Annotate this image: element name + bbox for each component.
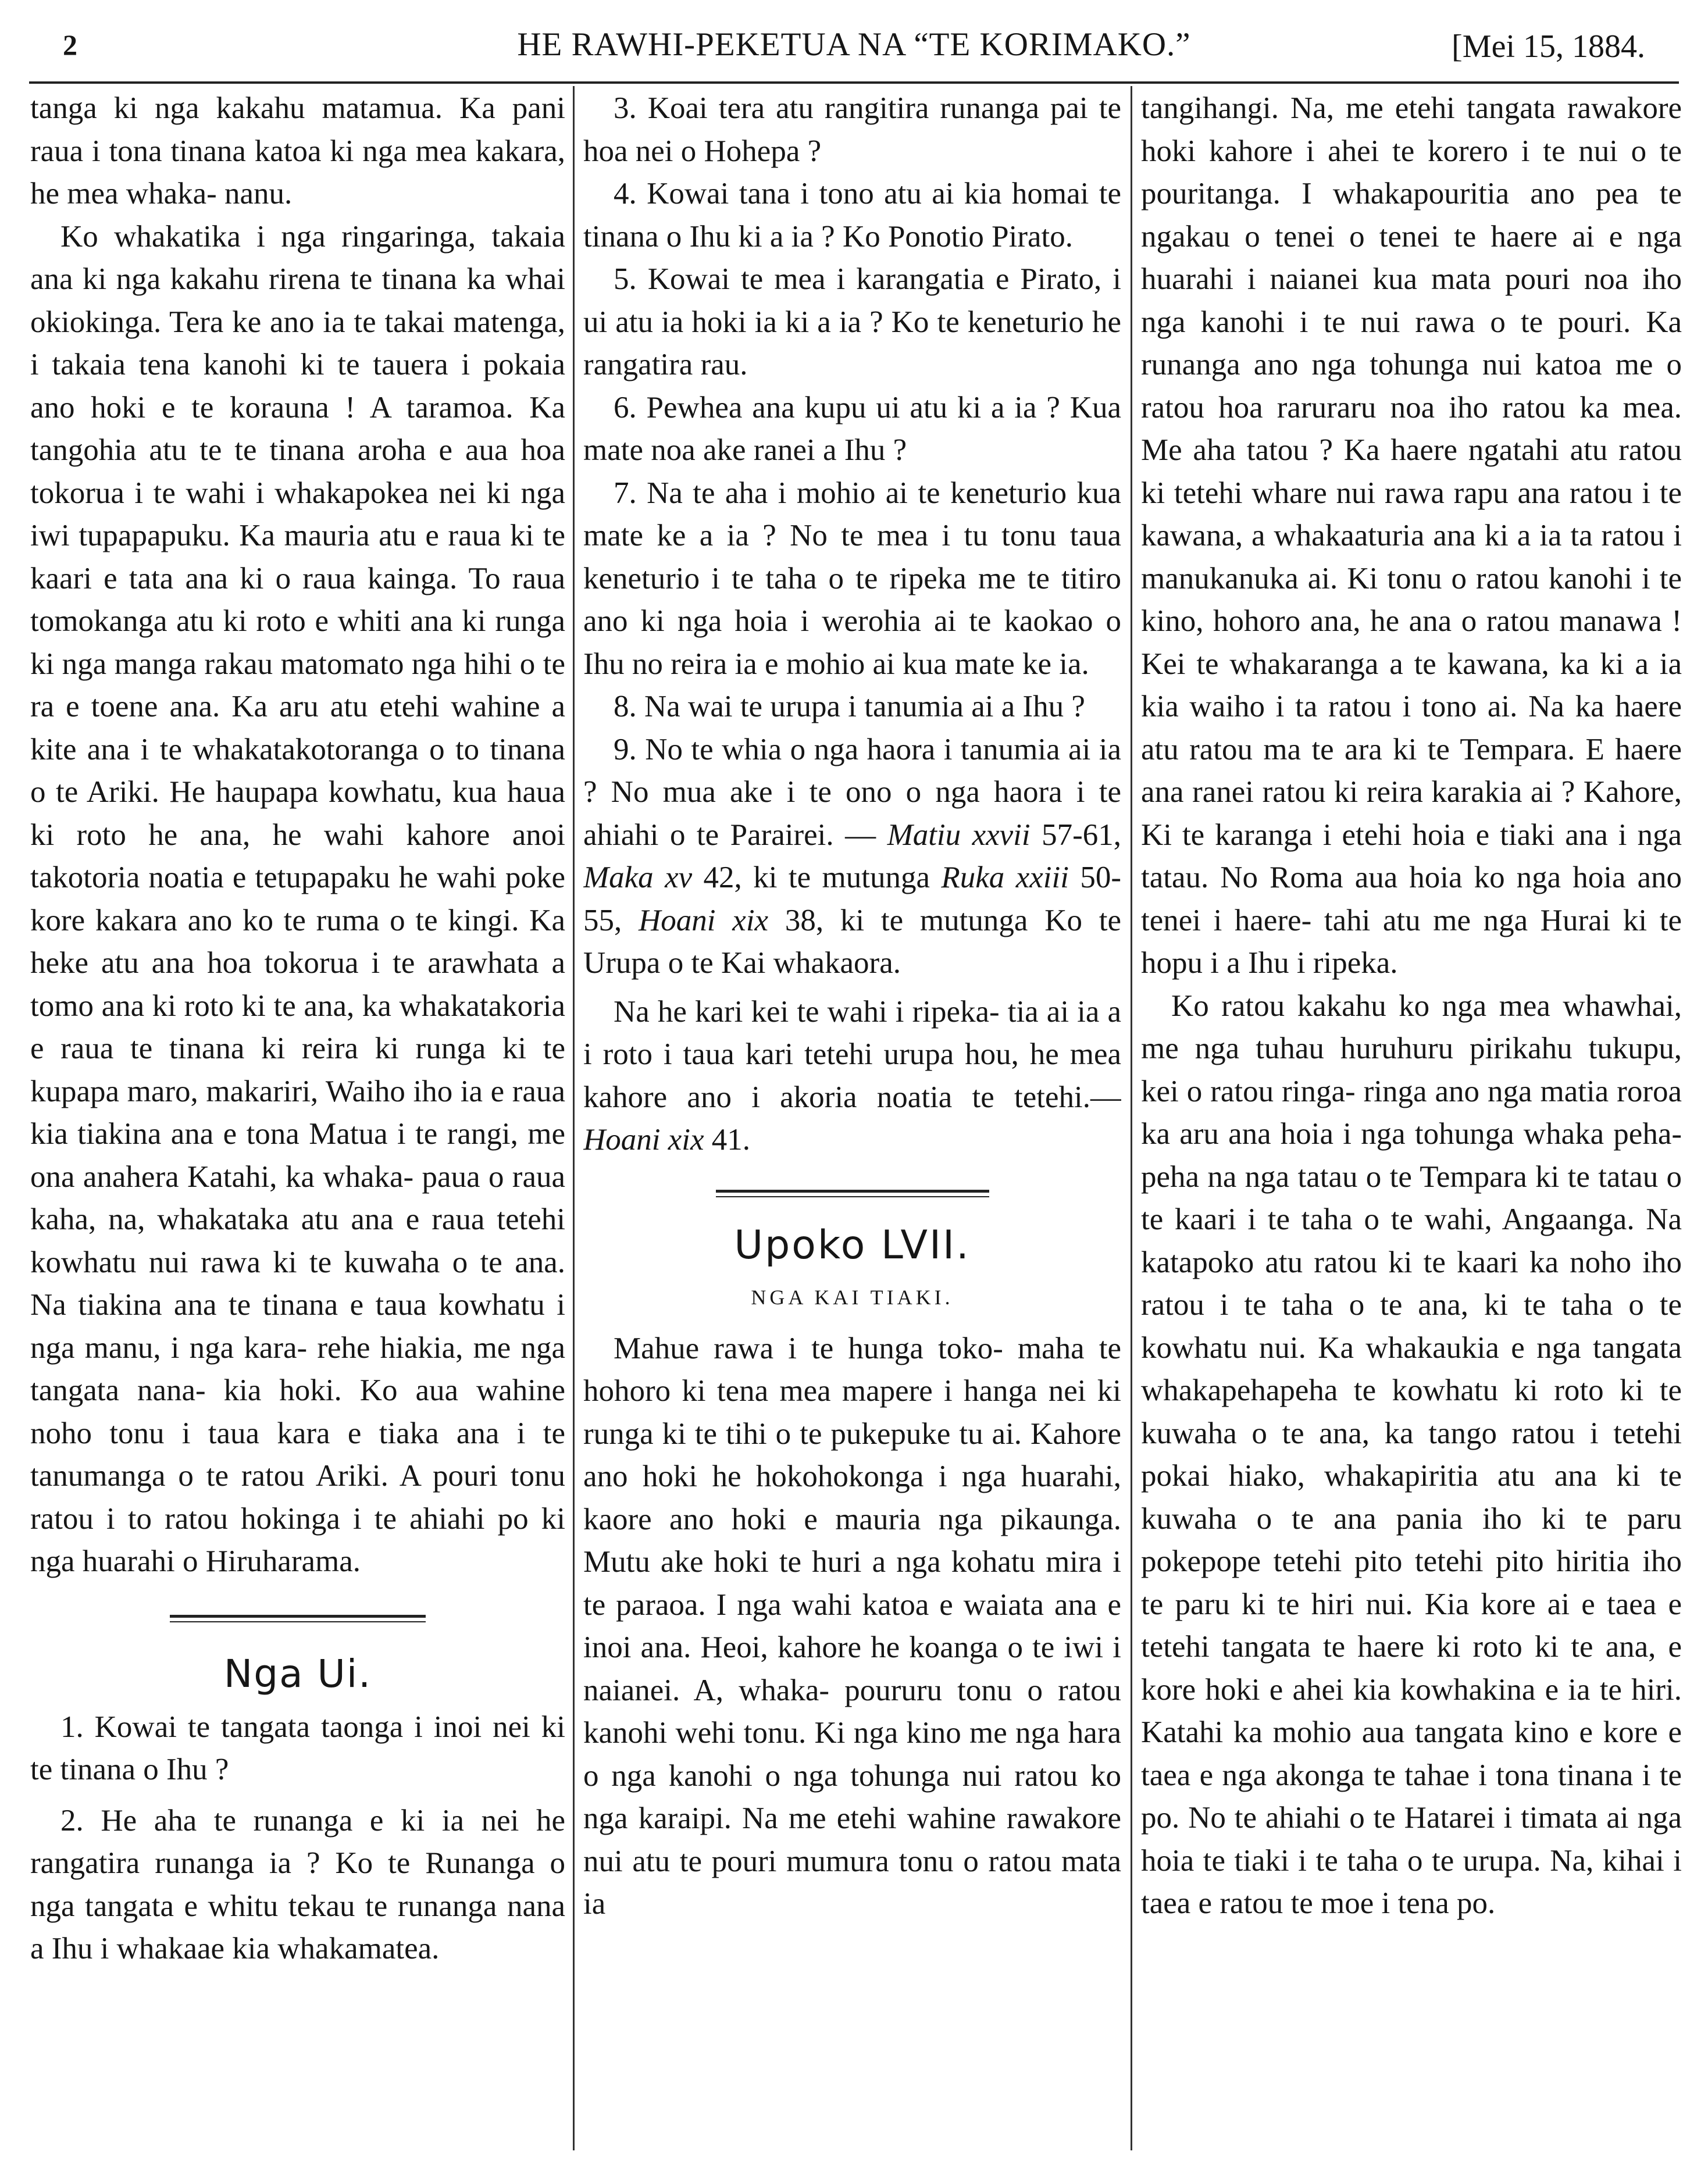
- question: 4. Kowai tana i tono atu ai kia homai te tinana o Ihu ki a ia ? Ko Ponotio Pirato.: [583, 177, 1121, 254]
- question-text: 9. No te whia o nga haora i tanumia ai ia ? No mua ake i te ono o nga haora i te ahiahi o te Parairei. —: [583, 732, 1121, 852]
- column-divider: [1131, 86, 1132, 2150]
- page-header: [28, 17, 1680, 81]
- column-divider: [573, 86, 575, 2150]
- reference-verses: 50-55,: [583, 861, 1121, 937]
- section-separator: [170, 1615, 426, 1622]
- scripture-reference: Hoani xix: [583, 1123, 704, 1157]
- question: 5. Kowai te mea i karangatia e Pirato, i ui atu ia hoki ia ki a ia ? Ko te keneturio he rangatira rau.: [583, 262, 1121, 381]
- issue-date: [Mei 15, 1884.: [1452, 28, 1645, 65]
- reference-verses: 57-61,: [1030, 818, 1121, 852]
- scripture-reference: Matiu xxvii: [887, 818, 1030, 852]
- reference-verses: 38, ki te mutunga Ko te Urupa o te Kai whakaora.: [583, 903, 1121, 980]
- column-3: [1141, 87, 1682, 2146]
- question: 1. Kowai te tangata taonga i inoi nei ki te tinana o Ihu ?: [30, 1710, 565, 1786]
- body-paragraph: tanga ki nga kakahu matamua. Ka pani raua i tona tinana katoa ki nga mea kakara, he mea whaka- nanu.: [30, 91, 565, 211]
- question: 3. Koai tera atu rangitira runanga pai te hoa nei o Hohepa ?: [583, 91, 1121, 168]
- scripture-reference: Maka xv: [583, 861, 693, 894]
- scripture-reference: Hoani xix: [639, 903, 769, 937]
- body-paragraph: Mahue rawa i te hunga toko- maha te hohoro ki tena mea mapere i hanga nei ki runga ki te tihi o te pukepuke tu ai. Kahore ano hoki he hokohokonga i nga huarahi, kaore ano hoki e mauria nga pikaunga. Mutu ake hoki te huri a nga kohatu mira i te paraoa. I nga wahi katoa e waiata ana e inoi ana. Heoi, kahore he koanga o te iwi i naianei. A, whaka- poururu tonu o ratou kanohi wehi tonu. Ki nga kino me nga hara o nga kanohi o nga tohunga nui ratou ko nga karaipi. Na me etehi wahine rawakore nui atu te pouri mumura tonu o ratou mata ia: [583, 1331, 1121, 1921]
- reference-verses: 41.: [704, 1123, 751, 1157]
- section-title: Nga Ui.: [223, 1651, 372, 1696]
- column-1: [30, 87, 565, 2146]
- scripture-reference: Ruka xxiii: [941, 861, 1069, 894]
- note-paragraph: [583, 991, 1121, 1162]
- question: 8. Na wai te urupa i tanumia ai a Ihu ?: [614, 690, 1085, 723]
- header-rule: [29, 81, 1679, 84]
- running-title: HE RAWHI-PEKETUA NA “TE KORIMAKO.”: [517, 26, 1191, 63]
- question-9: [583, 729, 1121, 985]
- question: 7. Na te aha i mohio ai te keneturio kua mate ke a ia ? No te mea i tu tonu taua keneturio i te taha o te ripeka me te titiro ano ki nga hoia i werohia ai te kaokao o Ihu no reira ia e mohio ai kua mate ke ia.: [583, 476, 1121, 681]
- column-2: [583, 87, 1121, 2146]
- body-paragraph: tangihangi. Na, me etehi tangata rawakore hoki kahore i ahei te korero i te nui o te pouritanga. I whakapouritia ano pea te ngakau o tenei o tenei te haere ai e nga huarahi i naianei kua mata pouri noa iho nga kanohi i te nui rawa o te pouri. Ka runanga ano nga tohunga nui katoa me o ratou hoa raruraru noa iho ratou ka mea. Me aha tatou ? Ka haere ngatahi atu ratou ki tetehi whare nui rawa rapu ana ratou i te kawana, a whakaaturia ana ki a ia ta ratou i manukanuka ai. Ki tonu o ratou kanohi i te kino, hohoro ana, he ana o ratou manawa ! Kei te whakaranga a te kawana, ka ki a ia kia waiho i ta ratou i tono ai. Na ka haere atu ratou ma te ara ki te Tempara. E haere ana ranei ratou ki reira karakia ai ? Kahore, Ki te karanga i etehi hoia e tiaki ana i nga tatau. No Roma aua hoia ko nga hoia ano tenei i haere- tahi atu me nga Hurai ki te hopu i a Ihu i ripeka.: [1141, 91, 1682, 980]
- section-separator: [716, 1190, 989, 1197]
- chapter-subtitle: NGA KAI TIAKI.: [751, 1285, 954, 1309]
- chapter-title: Upoko LVII.: [734, 1222, 971, 1268]
- reference-verses: 42, ki te mutunga: [692, 861, 942, 894]
- question: 6. Pewhea ana kupu ui atu ki a ia ? Kua mate noa ake ranei a Ihu ?: [583, 390, 1121, 467]
- body-paragraph: Ko ratou kakahu ko nga mea whawhai, me nga tuhau huruhuru pirikahu tukupu, kei o ratou ringa- ringa ano nga matia roroa ka aru ana hoia i nga tohunga whaka peha- peha na nga tatau o te Tempara ki te tatau o te kaari i te taha o te wahi, Angaanga. Na katapoko atu ratou ki te kaari ka noho iho ratou i te taha o te ana, ki te taha o te kowhatu nui. Ka whakaukia e nga tangata whakapehapeha te kowhatu ki roto ki te kuwaha o te ana, ka tango ratou i tetehi pokai hiako, whakapiritia atu ana ki te kuwaha o te ana pania iho ki te paru pokepope tetehi pito tetehi pito hiritia iho te paru ki te hiri nui. Kia kore ai e taea e tetehi tangata te haere ki roto ki te ana, e kore hoki e ahei kia kowhakina e ia te hiri. Katahi ka mohio aua tangata kino e kore e taea e nga akonga te tahae i tona tinana i te po. No te ahiahi o te Hatarei i timata ai nga hoia te tiaki i te taha o te urupa. Na, kihai i taea e ratou te moe i tena po.: [1141, 989, 1682, 1920]
- question: 2. He aha te runanga e ki ia nei he rangatira runanga ia ? Ko te Runanga o nga tangata e whitu tekau te runanga nana a Ihu i whakaae kia whakamatea.: [30, 1803, 565, 1965]
- page-number: 2: [63, 28, 77, 61]
- note-text: Na he kari kei te wahi i ripeka- tia ai ia a i roto i taua kari tetehi urupa hou, he mea kahore ano i akoria noatia te tetehi.—: [583, 994, 1121, 1114]
- body-paragraph: Ko whakatika i nga ringaringa, takaia ana ki nga kakahu rirena te tinana ka whai okiokinga. Tera ke ano ia te takai matenga, i takaia tena kanohi ki te tauera i pokaia ano hoki e te korauna ! A taramoa. Ka tangohia atu te te tinana aroha e aua hoa tokorua i te wahi i whakapokea nei ki nga iwi tupapapuku. Ka mauria atu e raua ki te kaari e tata ana ki o raua kainga. To raua tomokanga atu ki roto e whiti ana ki runga ki nga manga rakau matomato nga hihi o te ra e toene ana. Ka aru atu etehi wahine a kite ana i te whakatakotoranga o to tinana o te Ariki. He haupapa kowhatu, kua haua ki roto he ana, he wahi kahore anoi takotoria noatia e tetupapaku he wahi poke kore kakara ano ko te ruma o te kingi. Ka heke atu ana hoa tokorua i te arawhata a tomo ana ki roto ki te ana, ka whakatakoria e raua te tinana ki reira ki runga ki te kupapa maro, makariri, Waiho iho ia e raua kia tiakina ana e tona Matua i te rangi, me ona anahera Katahi, ka whaka- paua o raua kaha, na, whakataka atu ana e raua tetehi kowhatu nui rawa ki te kuwaha o te ana. Na tiakina ana te tinana e taua kowhatu i nga manu, i nga kara- rehe hiakia, me nga tangata nana- kia hoki. Ko aua wahine noho tonu i taua kara e tiaka ana i te tanumanga o te ratou Ariki. A pouri tonu ratou i to ratou hokinga i te ahiahi po ki nga huarahi o Hiruharama.: [30, 219, 565, 1578]
